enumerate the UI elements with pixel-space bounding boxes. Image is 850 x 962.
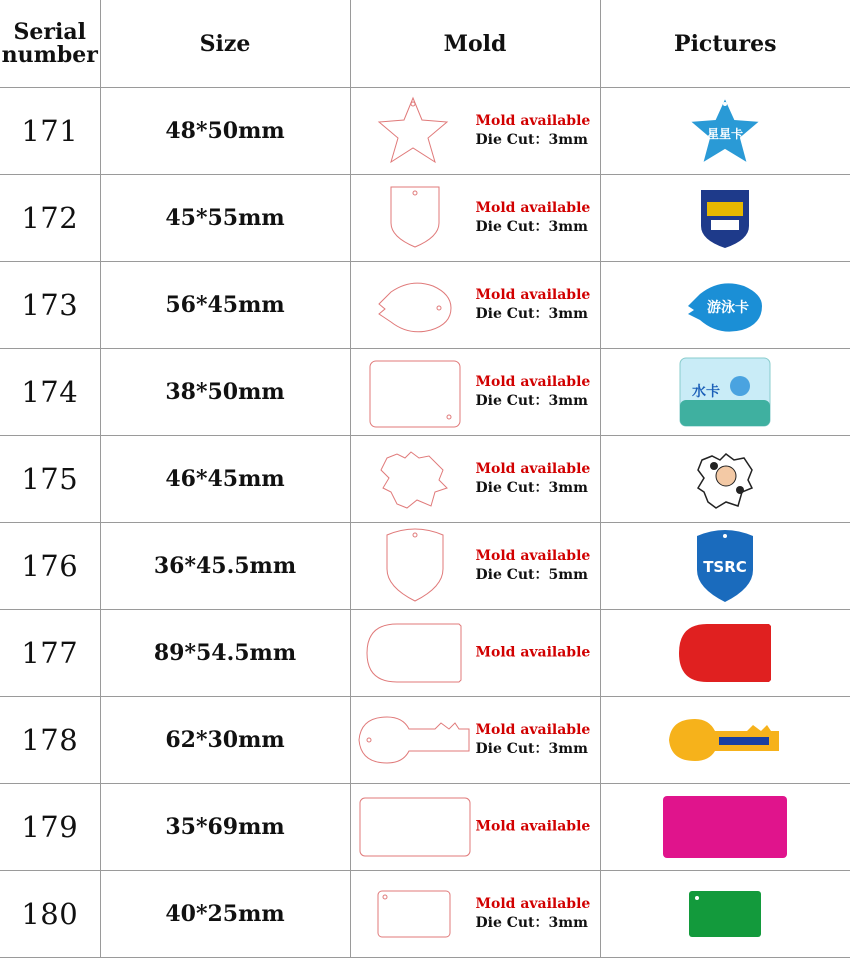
die-cut-label: Die Cut：3mm [475, 741, 588, 757]
serial-number: 172 [0, 175, 100, 262]
header-serial-line2: number [1, 41, 98, 68]
key-mold-outline [351, 697, 475, 783]
mold-available-label: Mold available [475, 287, 591, 303]
table-row [0, 436, 850, 523]
table-row [0, 88, 850, 175]
mold-available-label: Mold available [475, 113, 591, 129]
table-row [0, 523, 850, 610]
cow-mold-outline [351, 436, 471, 522]
mold-cell [350, 697, 600, 784]
mold-available-label: Mold available [475, 818, 591, 835]
star-mold-outline [351, 88, 471, 174]
die-cut-label: Die Cut：3mm [475, 393, 588, 409]
table-row [0, 262, 850, 349]
picture-text: 游泳卡 [707, 300, 750, 316]
mold-available-label: Mold available [475, 722, 591, 738]
serial-number: 175 [0, 436, 100, 523]
picture-cell [600, 175, 850, 262]
die-cut-label: Die Cut：3mm [475, 480, 588, 496]
size-value: 40*25mm [100, 871, 350, 958]
water-card-picture [678, 356, 772, 428]
picture-cell [600, 349, 850, 436]
picture-text: 星星卡 [707, 127, 744, 141]
green-card-picture [687, 889, 763, 939]
fish-card-picture [684, 274, 766, 336]
picture-cell [600, 436, 850, 523]
table-row [0, 610, 850, 697]
serial-number: 173 [0, 262, 100, 349]
mold-cell [350, 175, 600, 262]
tab-mold-outline [351, 610, 471, 696]
mold-cell [350, 871, 600, 958]
key-card-picture [667, 715, 783, 765]
die-cut-label: Die Cut：3mm [475, 306, 588, 322]
cow-card-picture [694, 446, 756, 512]
serial-number: 174 [0, 349, 100, 436]
size-value: 89*54.5mm [100, 610, 350, 697]
picture-cell [600, 262, 850, 349]
size-value: 35*69mm [100, 784, 350, 871]
serial-number: 177 [0, 610, 100, 697]
table-row [0, 175, 850, 262]
mold-available-label: Mold available [475, 200, 591, 216]
badge-mold-outline [351, 523, 471, 609]
mold-cell [350, 262, 600, 349]
pink-card-picture [661, 794, 789, 860]
serial-number: 180 [0, 871, 100, 958]
mold-available-label: Mold available [475, 644, 591, 661]
tsrc-badge-picture [693, 528, 757, 604]
die-cut-label: Die Cut：3mm [475, 132, 588, 148]
mold-cell [350, 610, 600, 697]
mold-available-label: Mold available [475, 461, 591, 477]
mold-cell [350, 523, 600, 610]
red-tab-picture [677, 622, 773, 684]
header-size: Size [100, 0, 350, 88]
mold-available-label: Mold available [475, 896, 591, 912]
table-row [0, 349, 850, 436]
header-pictures: Pictures [600, 0, 850, 88]
die-cut-label: Die Cut：3mm [475, 219, 588, 235]
picture-text: 水卡 [692, 384, 721, 400]
table-row [0, 871, 850, 958]
size-value: 62*30mm [100, 697, 350, 784]
picture-cell [600, 88, 850, 175]
size-value: 36*45.5mm [100, 523, 350, 610]
picture-text: TSRC [703, 558, 748, 576]
mold-available-label: Mold available [475, 548, 591, 564]
picture-cell [600, 871, 850, 958]
die-cut-label: Die Cut：5mm [475, 567, 588, 583]
mold-available-label: Mold available [475, 374, 591, 390]
mold-cell [350, 88, 600, 175]
die-cut-label: Die Cut：3mm [475, 915, 588, 931]
serial-number: 179 [0, 784, 100, 871]
serial-number: 171 [0, 88, 100, 175]
header-serial-number [0, 0, 100, 88]
serial-number: 178 [0, 697, 100, 784]
header-row [0, 0, 850, 88]
header-mold: Mold [350, 0, 600, 88]
serial-number: 176 [0, 523, 100, 610]
size-value: 56*45mm [100, 262, 350, 349]
star-card-picture [685, 94, 765, 168]
picture-cell [600, 784, 850, 871]
picture-cell [600, 610, 850, 697]
size-value: 38*50mm [100, 349, 350, 436]
size-value: 46*45mm [100, 436, 350, 523]
picture-cell [600, 697, 850, 784]
size-value: 45*55mm [100, 175, 350, 262]
small-card-mold-outline [351, 871, 471, 957]
rectangle-mold-outline [351, 349, 471, 435]
table-row [0, 697, 850, 784]
shield-card-picture [695, 186, 755, 250]
shield-mold-outline [351, 175, 471, 261]
mold-cell [350, 784, 600, 871]
size-value: 48*50mm [100, 88, 350, 175]
card-mold-outline [351, 784, 475, 870]
mold-cell [350, 349, 600, 436]
table-row [0, 784, 850, 871]
fish-mold-outline [351, 262, 471, 348]
picture-cell [600, 523, 850, 610]
header-serial-line1: Serial [13, 18, 86, 45]
mold-cell [350, 436, 600, 523]
